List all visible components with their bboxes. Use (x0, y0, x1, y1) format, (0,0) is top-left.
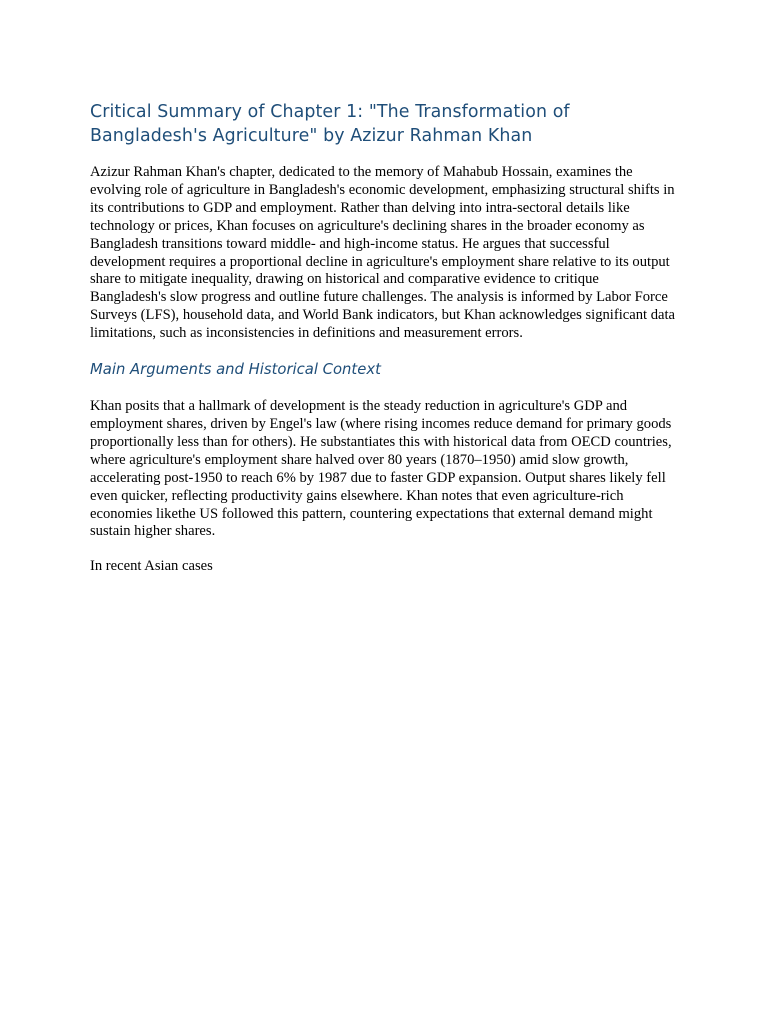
document-page (90, 100, 678, 576)
section-heading: Main Arguments and Historical Context (90, 361, 381, 379)
body-paragraph: Khan posits that a hallmark of development is the steady reduction in agriculture's GDP and employment shares, driven by Engel's law (where rising incomes reduce demand for primary goods proportionally less than for others). He substantiates this with historical data from OECD countries, where agriculture's employment share halved over 80 years (1870–1950) amid slow growth, accelerating post-1950 to reach 6% by 1987 due to faster GDP expansion. Output shares likely fell even quicker, reflecting productivity gains elsewhere. Khan notes that even agriculture-rich economies likethe US followed this pattern, countering expectations that external demand might sustain higher shares. (90, 398, 672, 540)
intro-paragraph: Azizur Rahman Khan's chapter, dedicated to the memory of Mahabub Hossain, examines the evolving role of agriculture in Bangladesh's economic development, emphasizing structural shifts in its contributions to GDP and employment. Rather than delving into intra-sectoral details like technology or prices, Khan focuses on agriculture's declining shares in the broader economy as Bangladesh transitions toward middle- and high-income status. He argues that successful development requires a proportional decline in agriculture's employment share relative to its output share to mitigate inequality, drawing on historical and comparative evidence to critique Bangladesh's slow progress and outline future challenges. The analysis is informed by Labor Force Surveys (LFS), household data, and World Bank indicators, but Khan acknowledges significant data limitations, such as inconsistencies in definitions and measurement errors. (90, 164, 676, 342)
body-paragraph: In recent Asian cases (90, 558, 213, 575)
document-title: Critical Summary of Chapter 1: "The Transformation of Bangladesh's Agriculture" by Azizur Rahman Khan (90, 102, 570, 146)
